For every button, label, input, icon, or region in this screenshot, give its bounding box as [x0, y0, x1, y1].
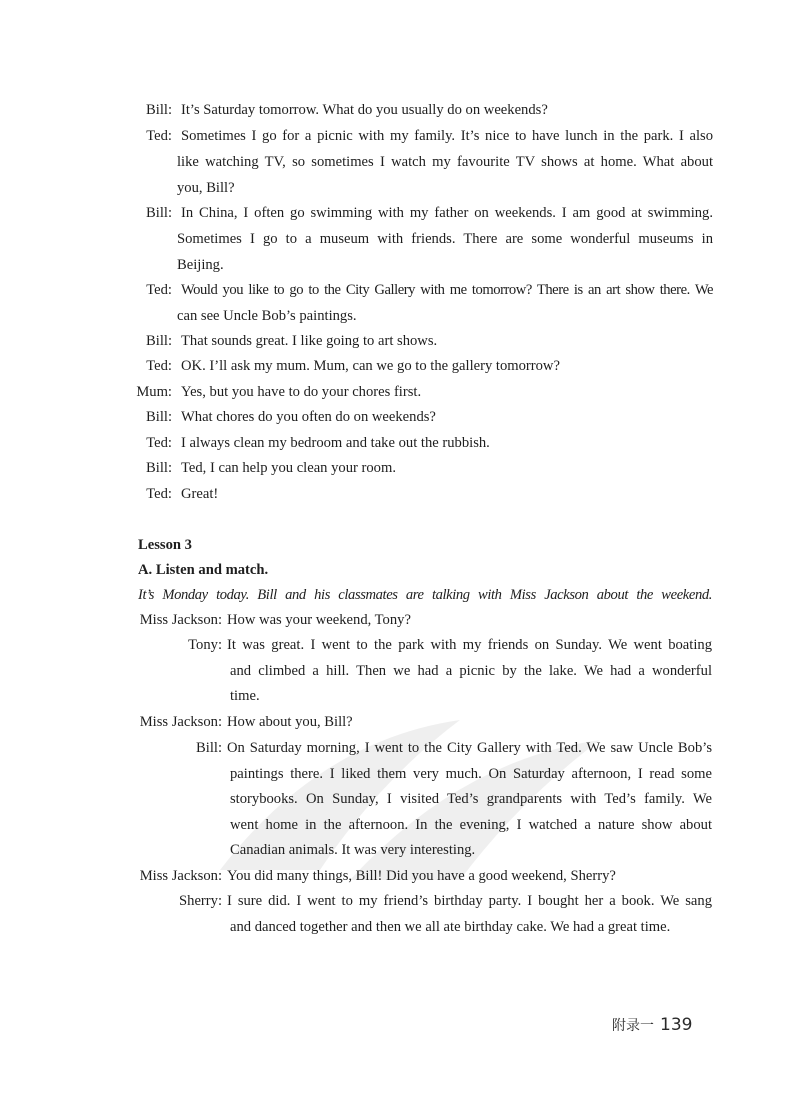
speaker-label: Ted:: [146, 282, 172, 298]
dialogue-line: How was your weekend, Tony?: [227, 612, 411, 628]
page-footer: [612, 1015, 692, 1035]
speaker-label: Miss Jackson:: [139, 612, 222, 628]
speaker-label: Bill:: [196, 740, 222, 756]
dialogue-line: You did many things, Bill! Did you have a good weekend, Sherry?: [227, 868, 616, 884]
dialogue-line: OK. I’ll ask my mum. Mum, can we go to the gallery tomorrow?: [181, 358, 560, 374]
dialogue-line: It was great. I went to the park with my friends on Sunday. We went boating: [227, 637, 712, 653]
dialogue-line: What chores do you often do on weekends?: [181, 409, 436, 425]
section-heading: A. Listen and match.: [138, 562, 269, 578]
dialogue-line: Canadian animals. It was very interesting.: [230, 842, 476, 858]
lesson-title: Lesson 3: [138, 537, 192, 553]
dialogue-line: Beijing.: [177, 257, 224, 273]
dialogue-line: you, Bill?: [177, 180, 235, 196]
speaker-label: Miss Jackson:: [139, 868, 222, 884]
page-number: 139: [660, 1015, 693, 1035]
speaker-label: Ted:: [146, 358, 172, 374]
speaker-label: Mum:: [136, 384, 172, 400]
dialogue-line: Great!: [181, 486, 219, 502]
dialogue-line: Would you like to go to the City Gallery with me tomorrow? There is an art show there. We: [181, 282, 713, 298]
speaker-label: Bill:: [146, 460, 172, 476]
speaker-label: Ted:: [146, 128, 172, 144]
dialogue-line: That sounds great. I like going to art shows.: [181, 333, 438, 349]
speaker-label: Miss Jackson:: [139, 714, 222, 730]
dialogue-line: It’s Saturday tomorrow. What do you usually do on weekends?: [181, 102, 548, 118]
speaker-label: Bill:: [146, 409, 172, 425]
lesson-intro: It’s Monday today. Bill and his classmates are talking with Miss Jackson about the weekend.: [138, 587, 712, 603]
speaker-label: Sherry:: [179, 893, 222, 909]
speaker-label: Bill:: [146, 333, 172, 349]
dialogue-line: I sure did. I went to my friend’s birthday party. I bought her a book. We sang: [227, 893, 712, 909]
dialogue-line: Ted, I can help you clean your room.: [181, 460, 396, 476]
dialogue-line: Yes, but you have to do your chores first.: [181, 384, 422, 400]
dialogue-line: storybooks. On Sunday, I visited Ted’s grandparents with Ted’s family. We: [230, 791, 712, 807]
dialogue-line: and climbed a hill. Then we had a picnic by the lake. We had a wonderful: [230, 663, 712, 679]
speaker-label: Tony:: [188, 637, 222, 653]
appendix-label: 附录一: [612, 1018, 654, 1034]
dialogue-line: I always clean my bedroom and take out the rubbish.: [181, 435, 490, 451]
dialogue-line: Sometimes I go to a museum with friends. There are some wonderful museums in: [177, 231, 713, 247]
speaker-label: Bill:: [146, 102, 172, 118]
dialogue-line: can see Uncle Bob’s paintings.: [177, 308, 357, 324]
dialogue-line: In China, I often go swimming with my father on weekends. I am good at swimming.: [181, 205, 713, 221]
dialogue-line: went home in the afternoon. In the evening, I watched a nature show about: [230, 817, 712, 833]
dialogue-line: like watching TV, so sometimes I watch my favourite TV shows at home. What about: [177, 154, 713, 170]
dialogue-line: time.: [230, 688, 260, 704]
dialogue-line: paintings there. I liked them very much. On Saturday afternoon, I read some: [230, 766, 712, 782]
dialogue-line: How about you, Bill?: [227, 714, 353, 730]
dialogue-line: On Saturday morning, I went to the City Gallery with Ted. We saw Uncle Bob’s: [227, 740, 712, 756]
speaker-label: Ted:: [146, 435, 172, 451]
dialogue-line: and danced together and then we all ate birthday cake. We had a great time.: [230, 919, 671, 935]
speaker-label: Ted:: [146, 486, 172, 502]
dialogue-line: Sometimes I go for a picnic with my family. It’s nice to have lunch in the park. I also: [181, 128, 713, 144]
speaker-label: Bill:: [146, 205, 172, 221]
